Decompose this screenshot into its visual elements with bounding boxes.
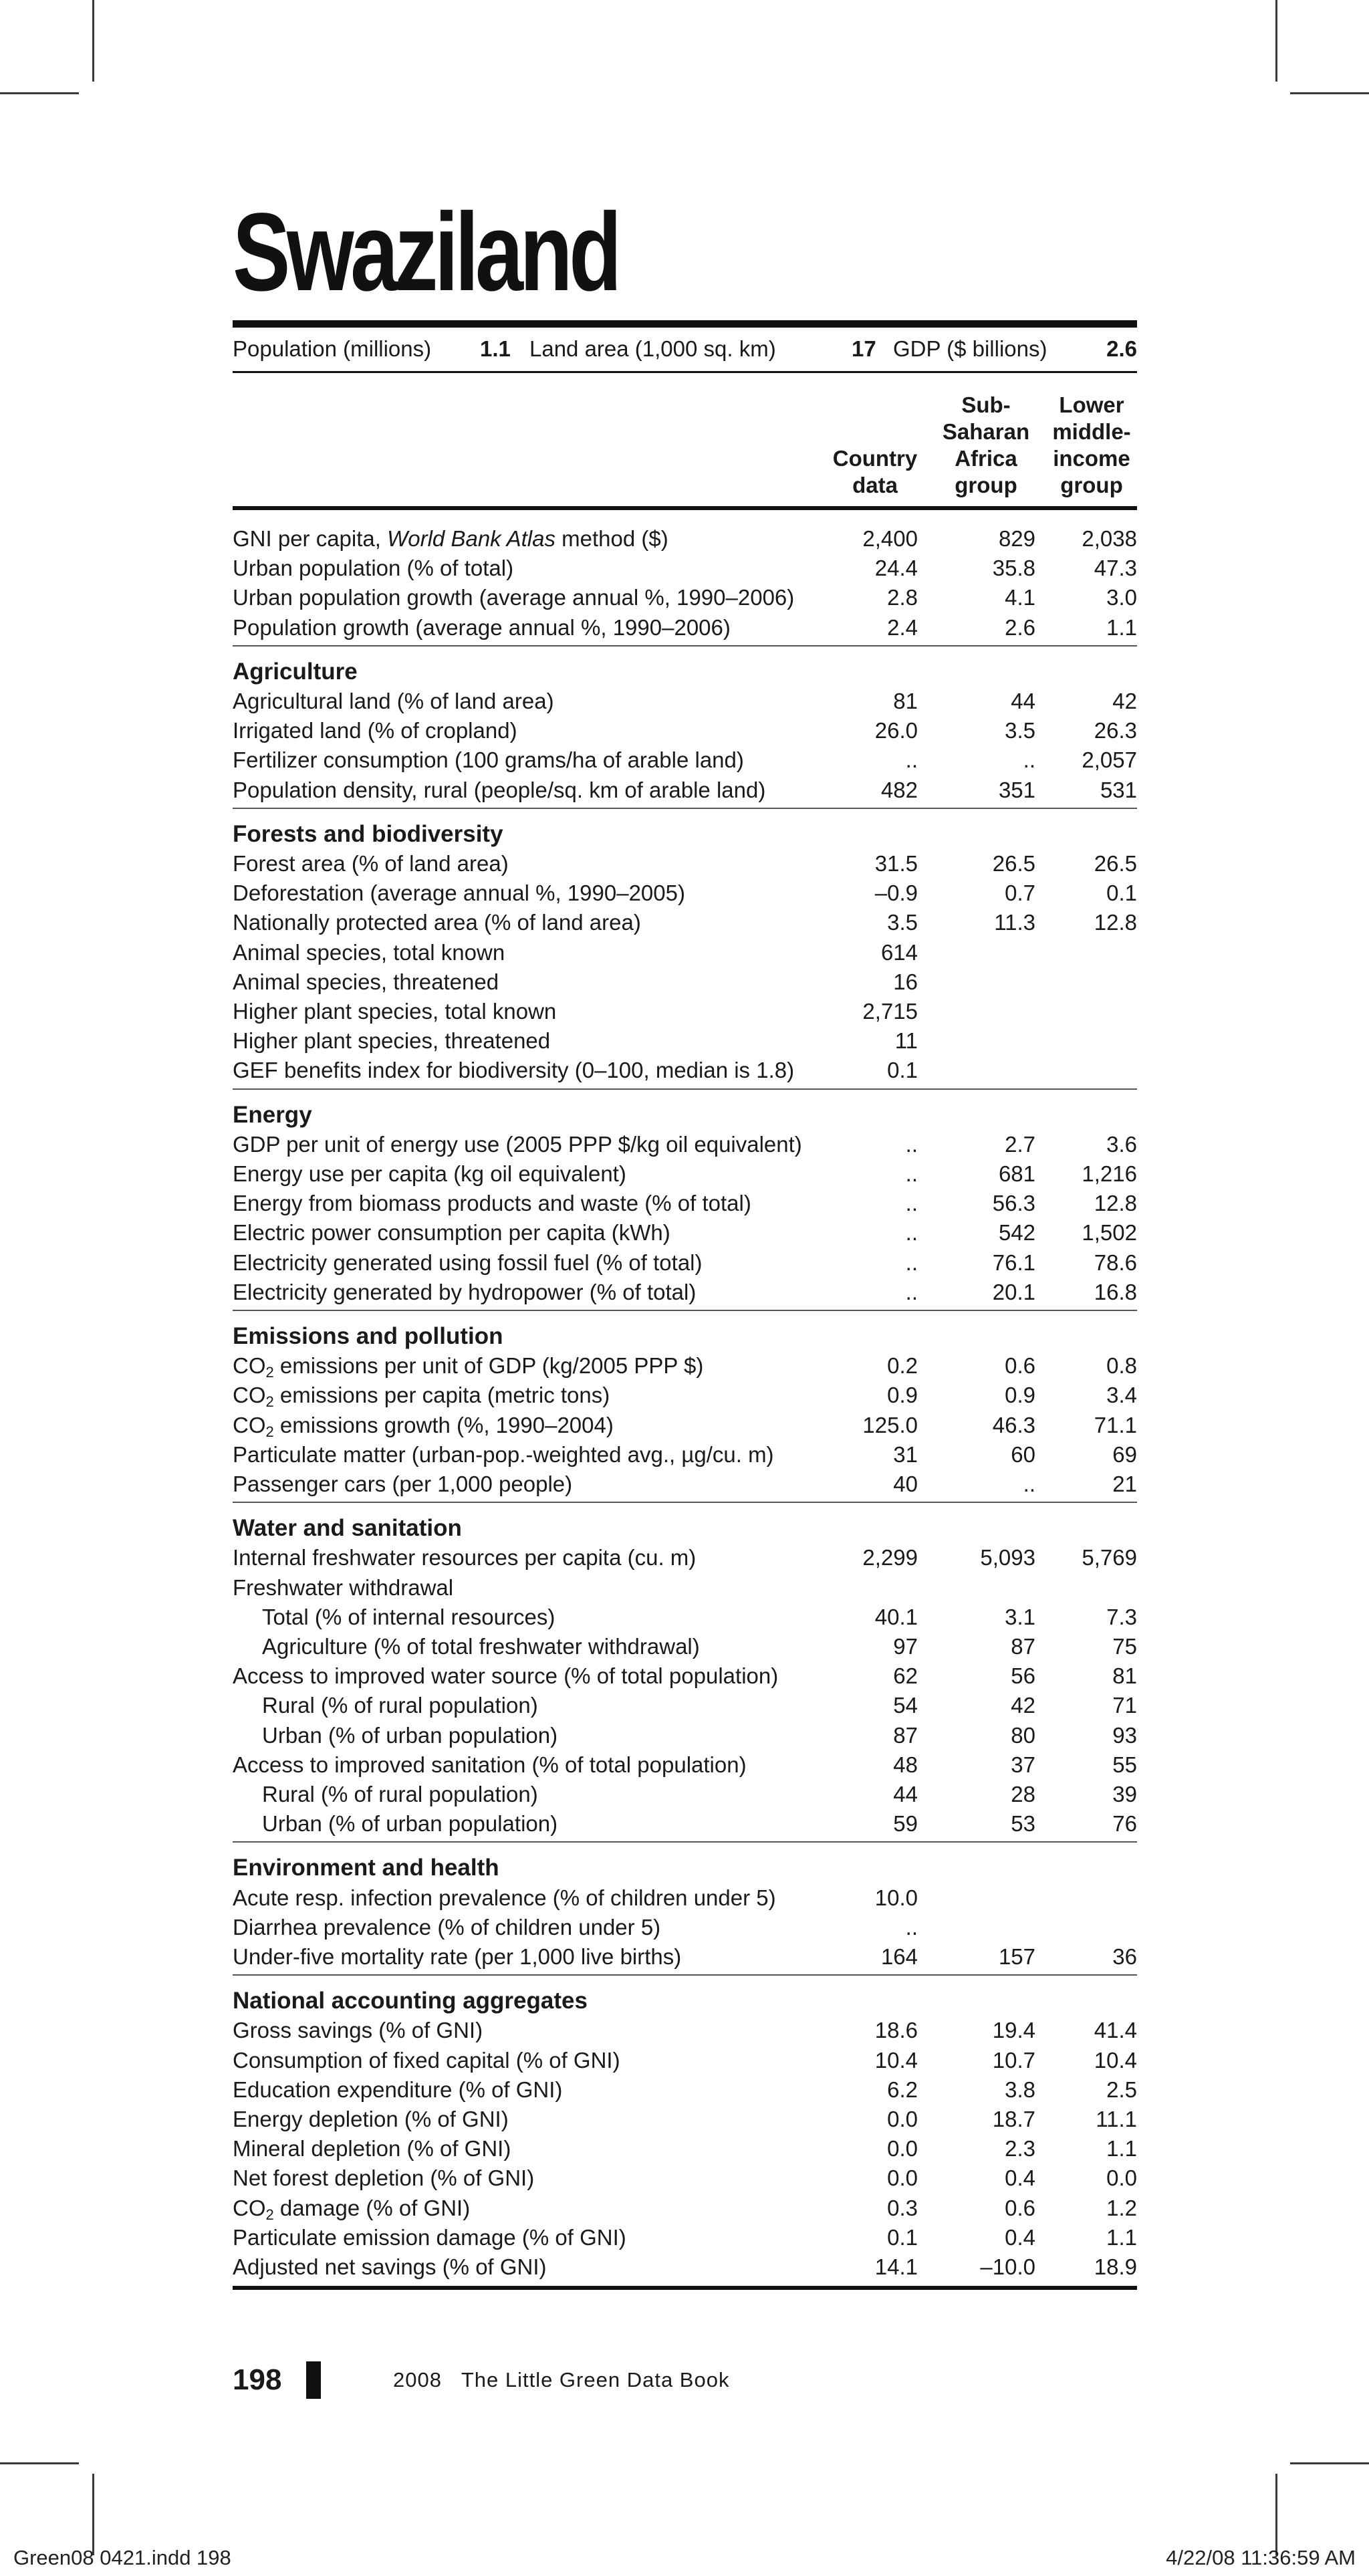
row-label-emphasis: World Bank Atlas xyxy=(387,526,555,551)
value-ssa: 351 xyxy=(998,777,1035,802)
table-row xyxy=(233,1381,1137,1410)
section-divider xyxy=(233,1841,1137,1843)
section-divider xyxy=(233,645,1137,647)
value-lmi: 75 xyxy=(1112,1634,1137,1659)
population-value: 1.1 xyxy=(480,336,511,361)
value-ssa: 0.4 xyxy=(1005,2224,1035,2250)
row-label: Agricultural land (% of land area) xyxy=(233,689,554,713)
value-lmi: 39 xyxy=(1112,1782,1137,1806)
value-ssa: 10.7 xyxy=(992,2047,1035,2073)
footer-book-info xyxy=(393,2360,729,2400)
table-row xyxy=(233,1056,1137,1085)
gdp-value: 2.6 xyxy=(1106,336,1137,361)
value-lmi: 1,502 xyxy=(1082,1220,1137,1246)
row-label: Higher plant species, total known xyxy=(233,999,557,1024)
value-country: 59 xyxy=(893,1811,918,1837)
section-divider xyxy=(233,1310,1137,1311)
table-end-rule xyxy=(233,2286,1137,2290)
value-lmi: 71.1 xyxy=(1094,1412,1137,1437)
table-row xyxy=(233,1750,1137,1780)
row-label: $CO_2$ damage (% of GNI) xyxy=(233,2195,471,2223)
value-ssa: .. xyxy=(1023,1472,1035,1496)
row-label: Fertilizer consumption (100 grams/ha of arable land) xyxy=(233,747,744,773)
value-ssa: 5,093 xyxy=(980,1545,1035,1570)
page-number: 198 xyxy=(233,2363,282,2396)
value-country: 54 xyxy=(893,1693,918,1718)
crop-mark-top-left-horizontal xyxy=(0,92,79,94)
value-country: 0.0 xyxy=(887,2165,918,2191)
value-lmi: 42 xyxy=(1112,689,1137,713)
value-ssa: 37 xyxy=(1011,1752,1035,1777)
value-lmi: 5,769 xyxy=(1082,1545,1137,1570)
table-row xyxy=(233,2252,1137,2282)
value-lmi: 18.9 xyxy=(1094,2254,1137,2279)
row-label-text: emissions per capita (metric tons) xyxy=(273,1383,610,1408)
value-country: 11 xyxy=(894,1028,918,1054)
crop-mark-bottom-left-horizontal xyxy=(0,2462,79,2464)
row-label: Agriculture (% of total freshwater withdrawal) xyxy=(262,1634,700,1659)
value-ssa: .. xyxy=(1023,747,1035,773)
value-country: .. xyxy=(905,747,918,773)
page-footer xyxy=(233,2360,1137,2400)
row-label: Urban population growth (average annual %, 1990–2006) xyxy=(233,585,795,610)
section-title: Energy xyxy=(233,1101,312,1128)
table-row xyxy=(233,908,1137,937)
value-ssa: 0.9 xyxy=(1005,1383,1035,1408)
value-ssa: 53 xyxy=(1011,1811,1035,1837)
crop-mark-bottom-right-vertical xyxy=(1275,2474,1277,2555)
value-ssa: 56 xyxy=(1011,1663,1035,1689)
row-label: Electricity generated by hydropower (% of total) xyxy=(233,1279,697,1304)
value-country: 14.1 xyxy=(874,2254,918,2279)
row-label: Forest area (% of land area) xyxy=(233,851,509,876)
row-label: $CO_2$ emissions per unit of GDP (kg/2005 PPP $) xyxy=(233,1353,704,1381)
table-row xyxy=(233,1942,1137,1972)
row-label: Adjusted net savings (% of GNI) xyxy=(233,2254,547,2279)
table-row xyxy=(233,716,1137,745)
table-row xyxy=(233,2075,1137,2105)
value-ssa: 80 xyxy=(1011,1722,1035,1748)
row-label: Animal species, threatened xyxy=(233,969,499,994)
population-label: Population (millions) xyxy=(233,336,432,361)
crop-mark-bottom-right-horizontal xyxy=(1290,2462,1369,2464)
column-header-ssa: Sub- Saharan Africa group xyxy=(942,392,1030,497)
value-lmi: 2.5 xyxy=(1106,2077,1137,2102)
row-label: Net forest depletion (% of GNI) xyxy=(233,2165,535,2191)
row-label: Passenger cars (per 1,000 people) xyxy=(233,1472,573,1496)
row-label: $CO_2$ emissions growth (%, 1990–2004) xyxy=(233,1412,614,1440)
gdp-label: GDP ($ billions) xyxy=(893,336,1047,361)
slug-file-info: Green08 0421.indd 198 xyxy=(13,2546,231,2569)
row-label: Particulate emission damage (% of GNI) xyxy=(233,2224,626,2250)
value-ssa: 3.1 xyxy=(1005,1604,1035,1629)
footer-year: 2008 xyxy=(393,2368,442,2391)
value-lmi: 1.1 xyxy=(1106,614,1137,640)
slug-datetime: 4/22/08 11:36:59 AM xyxy=(1166,2546,1356,2569)
table-row xyxy=(233,2046,1137,2075)
value-country: 2,400 xyxy=(862,526,918,551)
value-ssa: 11.3 xyxy=(994,910,1035,935)
value-ssa: 4.1 xyxy=(1005,585,1035,610)
value-country: .. xyxy=(905,1191,918,1216)
value-country: 48 xyxy=(893,1752,918,1777)
row-label xyxy=(233,524,668,554)
value-country: –0.9 xyxy=(874,881,918,906)
value-ssa: 18.7 xyxy=(992,2107,1035,2131)
value-ssa: 35.8 xyxy=(992,556,1035,581)
value-ssa: 0.4 xyxy=(1005,2165,1035,2191)
row-label: GDP per unit of energy use (2005 PPP $/kg oil equivalent) xyxy=(233,1131,802,1157)
table-row xyxy=(233,2016,1137,2045)
value-lmi: 26.5 xyxy=(1094,851,1137,876)
value-ssa: 20.1 xyxy=(992,1279,1035,1304)
value-ssa: 829 xyxy=(998,526,1035,551)
value-country: .. xyxy=(905,1220,918,1246)
row-label: Population growth (average annual %, 1990–2006) xyxy=(233,614,731,640)
value-lmi: 81 xyxy=(1112,1663,1137,1689)
row-label-text: emissions growth (%, 1990–2004) xyxy=(273,1412,614,1437)
value-ssa: 56.3 xyxy=(992,1191,1035,1216)
value-country: .. xyxy=(905,1914,918,1940)
row-label: Rural (% of rural population) xyxy=(262,1693,538,1718)
row-label: Higher plant species, threatened xyxy=(233,1028,551,1054)
value-lmi: 12.8 xyxy=(1094,910,1137,935)
value-ssa: 44 xyxy=(1011,689,1035,713)
value-ssa: 0.7 xyxy=(1005,881,1035,906)
table-row xyxy=(233,1248,1137,1278)
table-row xyxy=(233,1026,1137,1056)
section-divider xyxy=(233,1088,1137,1090)
value-lmi: 10.4 xyxy=(1094,2047,1137,2073)
value-country: 10.4 xyxy=(874,2047,918,2073)
table-row xyxy=(233,1721,1137,1750)
table-row xyxy=(233,554,1137,583)
row-label: Urban (% of urban population) xyxy=(262,1811,558,1837)
value-ssa: 2.7 xyxy=(1005,1131,1035,1157)
summary-bar xyxy=(233,334,1137,364)
value-country: 16 xyxy=(893,969,918,994)
value-country: 164 xyxy=(880,1944,918,1969)
column-header-lmi: Lower middle- income group xyxy=(1052,392,1131,497)
section-title: Emissions and pollution xyxy=(233,1323,503,1349)
row-label: Access to improved sanitation (% of total population) xyxy=(233,1752,747,1777)
table-row xyxy=(233,1159,1137,1189)
table-row xyxy=(233,879,1137,908)
value-ssa: 2.6 xyxy=(1005,614,1035,640)
section-title: National accounting aggregates xyxy=(233,1988,588,2014)
value-ssa: 3.8 xyxy=(1005,2077,1035,2102)
value-ssa: 76.1 xyxy=(992,1250,1035,1275)
table-row xyxy=(233,2134,1137,2163)
value-ssa: 3.5 xyxy=(1005,718,1035,743)
value-country: 125.0 xyxy=(862,1412,918,1437)
value-ssa: 42 xyxy=(1011,1693,1035,1718)
footer-book-title: The Little Green Data Book xyxy=(461,2368,730,2391)
table-row xyxy=(233,1218,1137,1248)
value-ssa: 46.3 xyxy=(992,1412,1035,1437)
row-label: Gross savings (% of GNI) xyxy=(233,2018,483,2043)
crop-mark-top-right-horizontal xyxy=(1290,92,1369,94)
table-row xyxy=(233,1661,1137,1691)
row-label: $CO_2$ emissions per capita (metric tons) xyxy=(233,1383,610,1411)
row-label: Electric power consumption per capita (kWh) xyxy=(233,1220,670,1246)
row-label: GEF benefits index for biodiversity (0–100, median is 1.8) xyxy=(233,1058,795,1083)
table-row xyxy=(233,1351,1137,1381)
value-lmi: 47.3 xyxy=(1094,556,1137,581)
value-country: .. xyxy=(905,1279,918,1304)
value-country: 97 xyxy=(893,1634,918,1659)
value-ssa: 0.6 xyxy=(1005,2195,1035,2220)
table-row xyxy=(233,583,1137,612)
value-lmi: 16.8 xyxy=(1094,1279,1137,1304)
row-label: Education expenditure (% of GNI) xyxy=(233,2077,563,2102)
row-label: Total (% of internal resources) xyxy=(262,1604,555,1629)
table-row xyxy=(233,1780,1137,1809)
table-row xyxy=(233,967,1137,997)
value-country: 2,299 xyxy=(862,1545,918,1570)
section-title: Agriculture xyxy=(233,658,358,685)
value-lmi: 12.8 xyxy=(1094,1191,1137,1216)
value-lmi: 3.6 xyxy=(1106,1131,1137,1157)
value-country: 0.3 xyxy=(887,2195,918,2220)
value-ssa: 60 xyxy=(1011,1441,1035,1467)
value-country: 62 xyxy=(893,1663,918,1689)
page-number-bar xyxy=(306,2361,321,2399)
row-label: Freshwater withdrawal xyxy=(233,1574,454,1600)
value-lmi: 0.1 xyxy=(1106,881,1137,906)
value-country: 10.0 xyxy=(874,1885,918,1910)
row-label: Diarrhea prevalence (% of children under 5) xyxy=(233,1914,661,1940)
value-lmi: 41.4 xyxy=(1094,2018,1137,2043)
table-row xyxy=(233,1632,1137,1661)
row-label: Nationally protected area (% of land area) xyxy=(233,910,641,935)
title-rule xyxy=(233,320,1137,328)
value-lmi: 1.2 xyxy=(1106,2195,1137,2220)
table-row xyxy=(233,1470,1137,1499)
column-header-country: Country data xyxy=(832,446,918,497)
row-label: Rural (% of rural population) xyxy=(262,1782,538,1806)
table-row xyxy=(233,938,1137,967)
row-label-text: emissions per unit of GDP (kg/2005 PPP $) xyxy=(273,1353,704,1379)
table-row xyxy=(233,1913,1137,1942)
table-row xyxy=(233,1411,1137,1440)
crop-mark-top-right-vertical xyxy=(1275,0,1277,82)
value-lmi: 36 xyxy=(1112,1944,1137,1969)
crop-mark-top-left-vertical xyxy=(92,0,94,82)
value-lmi: 71 xyxy=(1112,1693,1137,1718)
table-row xyxy=(233,1691,1137,1720)
value-country: 0.0 xyxy=(887,2136,918,2161)
value-lmi: 2,038 xyxy=(1082,526,1137,551)
value-country: 18.6 xyxy=(874,2018,918,2043)
value-country: 2.8 xyxy=(887,585,918,610)
summary-rule xyxy=(233,371,1137,373)
value-country: 0.9 xyxy=(887,1383,918,1408)
table-row xyxy=(233,1809,1137,1839)
section-divider xyxy=(233,1974,1137,1976)
value-country: 0.2 xyxy=(887,1353,918,1379)
value-country: .. xyxy=(905,1131,918,1157)
row-label: Population density, rural (people/sq. km of arable land) xyxy=(233,777,766,802)
row-label: Irrigated land (% of cropland) xyxy=(233,718,517,743)
table-row xyxy=(233,776,1137,805)
row-label: Deforestation (average annual %, 1990–2005) xyxy=(233,881,685,906)
value-country: 40 xyxy=(893,1472,918,1496)
value-country: 0.1 xyxy=(887,2224,918,2250)
section-title: Environment and health xyxy=(233,1855,499,1881)
row-label-part: method ($) xyxy=(555,526,668,551)
row-label: Internal freshwater resources per capita (cu. m) xyxy=(233,1545,697,1570)
value-country: 6.2 xyxy=(887,2077,918,2102)
value-country: 24.4 xyxy=(874,556,918,581)
table-row xyxy=(233,1130,1137,1159)
table-row xyxy=(233,1278,1137,1307)
value-ssa: 26.5 xyxy=(992,851,1035,876)
value-country: 0.1 xyxy=(887,1058,918,1083)
value-lmi: 1.1 xyxy=(1106,2136,1137,2161)
value-lmi: 3.4 xyxy=(1106,1383,1137,1408)
section-title: Water and sanitation xyxy=(233,1515,462,1542)
value-lmi: 0.0 xyxy=(1106,2165,1137,2191)
value-country: 2.4 xyxy=(887,614,918,640)
table-row xyxy=(233,2223,1137,2252)
row-label: Energy from biomass products and waste (% of total) xyxy=(233,1191,751,1216)
row-label: Animal species, total known xyxy=(233,939,505,965)
value-lmi: 11.1 xyxy=(1096,2107,1137,2131)
table-row xyxy=(233,2194,1137,2223)
table-row xyxy=(233,1543,1137,1572)
value-lmi: 21 xyxy=(1112,1472,1137,1496)
row-label: Urban population (% of total) xyxy=(233,556,514,581)
value-lmi: 7.3 xyxy=(1106,1604,1137,1629)
table-row xyxy=(233,1573,1137,1603)
value-lmi: 2,057 xyxy=(1082,747,1137,773)
value-ssa: 87 xyxy=(1011,1634,1035,1659)
row-label: Under-five mortality rate (per 1,000 live births) xyxy=(233,1944,682,1969)
row-label: Energy depletion (% of GNI) xyxy=(233,2107,509,2131)
row-label: Consumption of fixed capital (% of GNI) xyxy=(233,2047,620,2073)
value-country: .. xyxy=(905,1161,918,1186)
country-title: Swaziland xyxy=(233,191,618,314)
row-label: Access to improved water source (% of total population) xyxy=(233,1663,779,1689)
value-ssa: 0.6 xyxy=(1005,1353,1035,1379)
value-lmi: 3.0 xyxy=(1106,585,1137,610)
row-label: Urban (% of urban population) xyxy=(262,1722,558,1748)
value-lmi: 531 xyxy=(1100,777,1137,802)
value-country: 3.5 xyxy=(887,910,918,935)
section-divider xyxy=(233,808,1137,809)
value-country: .. xyxy=(905,1250,918,1275)
table-row xyxy=(233,687,1137,716)
value-country: 31 xyxy=(893,1441,918,1467)
value-ssa: 2.3 xyxy=(1005,2136,1035,2161)
row-label: Acute resp. infection prevalence (% of children under 5) xyxy=(233,1885,776,1910)
value-lmi: 0.8 xyxy=(1106,1353,1137,1379)
section-title: Forests and biodiversity xyxy=(233,820,503,847)
header-rule xyxy=(233,506,1137,510)
value-lmi: 76 xyxy=(1112,1811,1137,1837)
value-ssa: –10.0 xyxy=(980,2254,1035,2279)
table-row xyxy=(233,2163,1137,2193)
table-row xyxy=(233,849,1137,879)
value-lmi: 93 xyxy=(1112,1722,1137,1748)
value-country: 26.0 xyxy=(874,718,918,743)
value-country: 482 xyxy=(880,777,918,802)
row-label: Mineral depletion (% of GNI) xyxy=(233,2136,511,2161)
land-area-value: 17 xyxy=(852,336,876,361)
table-row xyxy=(233,997,1137,1026)
value-ssa: 157 xyxy=(998,1944,1035,1969)
value-ssa: 28 xyxy=(1011,1782,1035,1806)
table-row xyxy=(233,1189,1137,1218)
table-row xyxy=(233,613,1137,642)
value-lmi: 78.6 xyxy=(1094,1250,1137,1275)
table-row xyxy=(233,1440,1137,1470)
value-ssa: 19.4 xyxy=(992,2018,1035,2043)
table-row xyxy=(233,2105,1137,2134)
row-label-text: damage (% of GNI) xyxy=(273,2195,471,2220)
value-country: 31.5 xyxy=(874,851,918,876)
row-label: Energy use per capita (kg oil equivalent) xyxy=(233,1161,626,1186)
row-label-part: GNI per capita, xyxy=(233,526,388,551)
value-country: 614 xyxy=(880,939,918,965)
table-row xyxy=(233,1883,1137,1913)
value-lmi: 69 xyxy=(1112,1441,1137,1467)
value-lmi: 26.3 xyxy=(1094,718,1137,743)
value-lmi: 1,216 xyxy=(1082,1161,1137,1186)
value-ssa: 542 xyxy=(998,1220,1035,1246)
value-country: 44 xyxy=(893,1782,918,1806)
value-lmi: 55 xyxy=(1112,1752,1137,1777)
value-country: 87 xyxy=(893,1722,918,1748)
crop-mark-bottom-left-vertical xyxy=(92,2474,94,2555)
row-label: Particulate matter (urban-pop.-weighted avg., µg/cu. m) xyxy=(233,1441,774,1467)
table-row xyxy=(233,524,1137,554)
value-lmi: 1.1 xyxy=(1106,2224,1137,2250)
section-divider xyxy=(233,1502,1137,1503)
value-country: 40.1 xyxy=(874,1604,918,1629)
table-row xyxy=(233,745,1137,775)
table-row xyxy=(233,1603,1137,1632)
row-label: Electricity generated using fossil fuel (% of total) xyxy=(233,1250,703,1275)
value-country: 81 xyxy=(893,689,918,713)
land-area-label: Land area (1,000 sq. km) xyxy=(529,336,776,361)
value-country: 0.0 xyxy=(887,2107,918,2131)
value-ssa: 681 xyxy=(998,1161,1035,1186)
value-country: 2,715 xyxy=(862,999,918,1024)
